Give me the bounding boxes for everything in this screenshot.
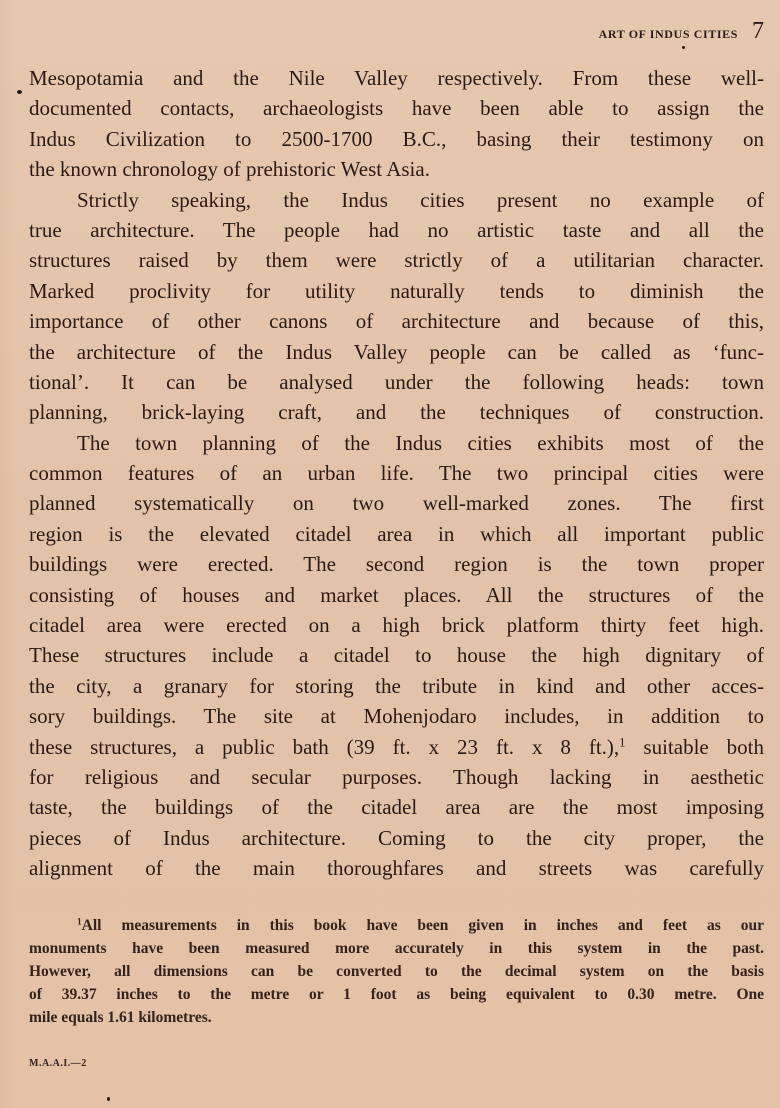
text-line: documented contacts, archaeologists have been able to assign the xyxy=(29,96,764,121)
paragraph-start-line: Strictly speaking, the Indus cities present no example of xyxy=(77,187,764,212)
text-line: buildings were erected. The second region is the town proper xyxy=(29,552,764,577)
text-line: sory buildings. The site at Mohenjodaro includes, in addition to xyxy=(29,704,764,729)
footnote-line xyxy=(29,914,764,937)
text-line: region is the elevated citadel area in which all important public xyxy=(29,521,764,546)
page-number: 7 xyxy=(752,18,764,44)
paragraph-start-line: The town planning of the Indus cities exhibits most of the xyxy=(77,430,764,455)
text-line: planning, brick-laying craft, and the techniques of construction. xyxy=(29,400,764,425)
footnote-marker: 1 xyxy=(77,917,82,928)
ink-speck xyxy=(107,1097,110,1101)
printer-signature-mark: M.A.A.I.—2 xyxy=(29,1058,87,1069)
text-line: pieces of Indus architecture. Coming to the city proper, the xyxy=(29,825,764,850)
footnote xyxy=(29,914,764,1029)
footnote-line: mile equals 1.61 kilometres. xyxy=(29,1009,212,1026)
text-segment: these structures, a public bath (39 ft. x 23 ft. x 8 ft.), xyxy=(29,734,620,759)
footnote-reference[interactable]: 1 xyxy=(619,735,626,750)
text-line: citadel area were erected on a high brick platform thirty feet high. xyxy=(29,613,764,638)
text-line: consisting of houses and market places. All the structures of the xyxy=(29,582,764,607)
footnote-line: However, all dimensions can be converted to the decimal system on the basis xyxy=(29,963,764,980)
text-line: common features of an urban life. The two principal cities were xyxy=(29,461,764,486)
body-text xyxy=(29,63,764,884)
text-segment: All measurements in this book have been given in inches and feet as our xyxy=(81,917,764,934)
text-line-with-footnote-ref xyxy=(29,732,764,762)
text-segment: suitable both xyxy=(625,734,764,759)
text-line: the architecture of the Indus Valley people can be called as ‘func- xyxy=(29,339,764,364)
text-line: planned systematically on two well-marked zones. The first xyxy=(29,491,764,516)
ink-speck xyxy=(17,90,22,94)
footnote-line: of 39.37 inches to the metre or 1 foot as being equivalent to 0.30 metre. One xyxy=(29,986,764,1003)
text-line: tional’. It can be analysed under the following heads: town xyxy=(29,369,764,394)
text-line: taste, the buildings of the citadel area are the most imposing xyxy=(29,795,764,820)
running-head-title: ART OF INDUS CITIES xyxy=(598,27,738,41)
text-line: structures raised by them were strictly of a utilitarian character. xyxy=(29,248,764,273)
text-line: for religious and secular purposes. Though lacking in aesthetic xyxy=(29,764,764,789)
text-line: importance of other canons of architecture and because of this, xyxy=(29,309,764,334)
text-line: alignment of the main thoroughfares and streets was carefully xyxy=(29,856,764,881)
ink-speck xyxy=(682,46,685,49)
text-line: Indus Civilization to 2500-1700 B.C., basing their testimony on xyxy=(29,126,764,151)
text-line: Marked proclivity for utility naturally tends to diminish the xyxy=(29,278,764,303)
text-line: the city, a granary for storing the tribute in kind and other acces- xyxy=(29,673,764,698)
text-line: Mesopotamia and the Nile Valley respectively. From these well- xyxy=(29,66,764,90)
footnote-line: monuments have been measured more accurately in this system in the past. xyxy=(29,940,764,957)
text-line: true architecture. The people had no artistic taste and all the xyxy=(29,217,764,242)
text-line: These structures include a citadel to house the high dignitary of xyxy=(29,643,764,668)
text-line: the known chronology of prehistoric West Asia. xyxy=(29,157,430,182)
running-head xyxy=(599,18,764,45)
